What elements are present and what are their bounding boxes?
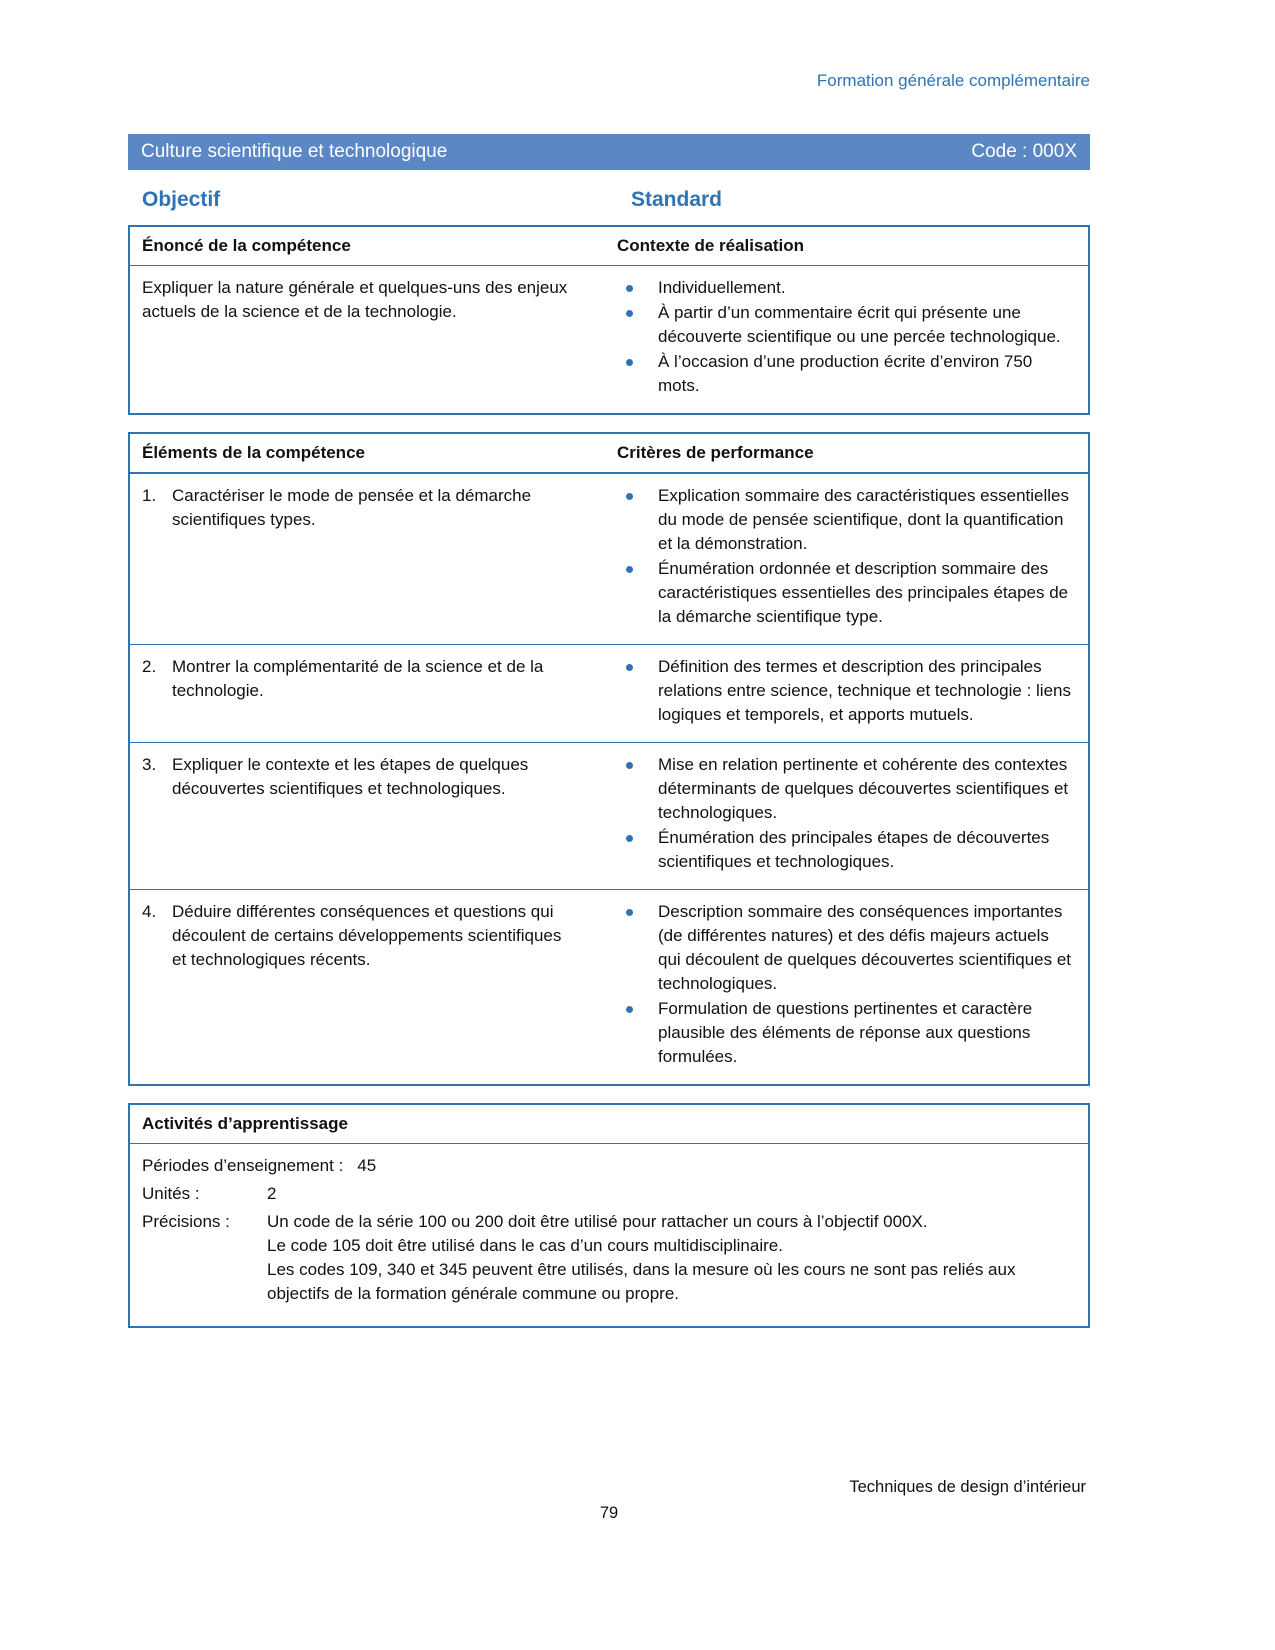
contexte-header: Contexte de réalisation bbox=[617, 236, 805, 255]
periods-row bbox=[142, 1154, 1074, 1178]
units-value: 2 bbox=[267, 1184, 277, 1203]
bullet-icon bbox=[626, 493, 633, 500]
bullet-icon bbox=[626, 285, 633, 292]
criteres-header: Critères de performance bbox=[617, 443, 814, 462]
bullet-text: Énumération ordonnée et description sommaire des caractéristiques essentielles des principales étapes de la démarche scientifique type. bbox=[658, 559, 1069, 626]
bullet-icon bbox=[626, 566, 633, 573]
periods-label: Périodes d’enseignement : bbox=[142, 1156, 344, 1175]
criteria-list bbox=[617, 743, 1088, 889]
element-text: Déduire différentes conséquences et questions qui découlent de certains développements scientifiques et technologiques récents. bbox=[172, 902, 562, 969]
element-text: Expliquer le contexte et les étapes de quelques découvertes scientifiques et technologiques. bbox=[172, 755, 529, 798]
contexte-list bbox=[617, 266, 1088, 413]
course-code: Code : 000X bbox=[971, 141, 1077, 162]
element-statement bbox=[130, 743, 617, 889]
element-statement bbox=[130, 474, 617, 644]
list-item bbox=[617, 301, 1074, 349]
enonce-box bbox=[128, 225, 1090, 415]
element-statement bbox=[130, 890, 617, 1084]
element-number: 3. bbox=[142, 755, 157, 774]
competence-statement: Expliquer la nature générale et quelques-uns des enjeux actuels de la science et de la technologie. bbox=[142, 278, 568, 321]
page-number: 79 bbox=[599, 1504, 619, 1522]
bullet-text: Définition des termes et description des principales relations entre science, technique et technologie : liens logiques et temporels, et apports mutuels. bbox=[658, 657, 1071, 724]
precisions-row bbox=[142, 1210, 1074, 1306]
activities-body bbox=[130, 1144, 1088, 1326]
units-label: Unités : bbox=[142, 1184, 200, 1203]
list-item bbox=[617, 900, 1074, 996]
elements-box bbox=[128, 432, 1090, 1086]
element-text: Montrer la complémentarité de la science et de la technologie. bbox=[172, 657, 544, 700]
periods-value: 45 bbox=[357, 1156, 377, 1175]
list-item bbox=[617, 350, 1074, 398]
precisions-line: Le code 105 doit être utilisé dans le cas d’un cours multidisciplinaire. bbox=[267, 1236, 783, 1255]
bullet-icon bbox=[626, 909, 633, 916]
bullet-text: Mise en relation pertinente et cohérente des contextes déterminants de quelques découvertes scientifiques et technologiques. bbox=[658, 755, 1069, 822]
bullet-icon bbox=[626, 310, 633, 317]
precisions-line: Les codes 109, 340 et 345 peuvent être utilisés, dans la mesure où les cours ne sont pas reliés aux objectifs de la formation générale commune ou propre. bbox=[267, 1260, 1016, 1303]
standard-heading: Standard bbox=[631, 188, 723, 211]
bullet-text: Individuellement. bbox=[658, 278, 786, 297]
bullet-text: Énumération des principales étapes de découvertes scientifiques et technologiques. bbox=[658, 828, 1050, 871]
precisions-line: Un code de la série 100 ou 200 doit être utilisé pour rattacher un cours à l’objectif 000X. bbox=[267, 1212, 928, 1231]
element-row-4 bbox=[130, 889, 1088, 1084]
bullet-icon bbox=[626, 359, 633, 366]
footer-program-name: Techniques de design d’intérieur bbox=[849, 1478, 1086, 1496]
bullet-icon bbox=[626, 664, 633, 671]
section-label: Formation générale complémentaire bbox=[816, 71, 1090, 90]
enonce-body bbox=[130, 266, 1088, 413]
bullet-text: À l’occasion d’une production écrite d’environ 750 mots. bbox=[658, 352, 1033, 395]
element-statement bbox=[130, 645, 617, 742]
bullet-text: Description sommaire des conséquences importantes (de différentes natures) et des défis majeurs actuels qui découlent de quelques découvertes scientifiques et technologiques. bbox=[658, 902, 1072, 993]
list-item bbox=[617, 753, 1074, 825]
list-item bbox=[617, 557, 1074, 629]
element-row-3 bbox=[130, 742, 1088, 889]
units-row bbox=[142, 1182, 1074, 1206]
element-text: Caractériser le mode de pensée et la démarche scientifiques types. bbox=[172, 486, 532, 529]
bullet-text: Formulation de questions pertinentes et caractère plausible des éléments de réponse aux questions formulées. bbox=[658, 999, 1033, 1066]
title-bar bbox=[128, 134, 1090, 170]
element-row-2 bbox=[130, 644, 1088, 742]
objectif-heading: Objectif bbox=[142, 188, 221, 211]
enonce-box-header bbox=[130, 227, 1088, 266]
criteria-list bbox=[617, 890, 1088, 1084]
enonce-header: Énoncé de la compétence bbox=[142, 236, 351, 255]
bullet-text: Explication sommaire des caractéristiques essentielles du mode de pensée scientifique, dont la quantification et la démonstration. bbox=[658, 486, 1070, 553]
list-item bbox=[617, 655, 1074, 727]
bullet-icon bbox=[626, 835, 633, 842]
elements-box-header bbox=[130, 434, 1088, 473]
precisions-text bbox=[267, 1210, 1074, 1306]
element-number: 1. bbox=[142, 486, 157, 505]
elements-header: Éléments de la compétence bbox=[142, 443, 365, 462]
element-number: 2. bbox=[142, 657, 157, 676]
list-item bbox=[617, 484, 1074, 556]
element-row-1 bbox=[130, 473, 1088, 644]
bullet-icon bbox=[626, 1006, 633, 1013]
list-item bbox=[617, 826, 1074, 874]
list-item bbox=[617, 997, 1074, 1069]
list-item bbox=[617, 276, 1074, 300]
course-title: Culture scientifique et technologique bbox=[141, 141, 448, 162]
precisions-label: Précisions : bbox=[142, 1212, 230, 1231]
element-number: 4. bbox=[142, 902, 157, 921]
bullet-icon bbox=[626, 762, 633, 769]
column-headings bbox=[128, 188, 1090, 212]
criteria-list bbox=[617, 474, 1088, 644]
activities-box bbox=[128, 1103, 1090, 1328]
bullet-text: À partir d’un commentaire écrit qui présente une découverte scientifique ou une percée technologique. bbox=[658, 303, 1061, 346]
activities-header: Activités d’apprentissage bbox=[130, 1105, 1088, 1144]
criteria-list bbox=[617, 645, 1088, 742]
